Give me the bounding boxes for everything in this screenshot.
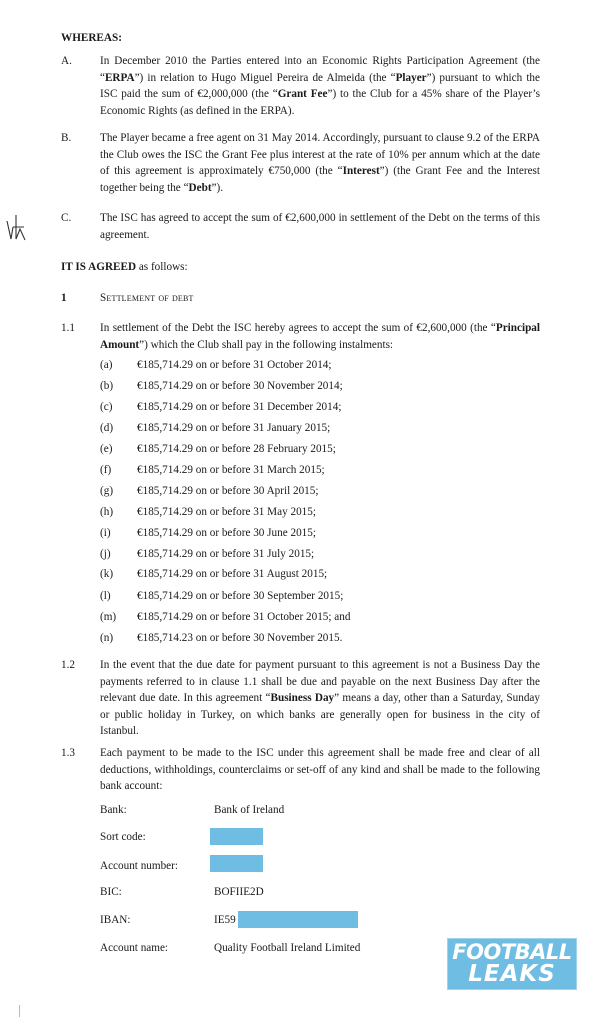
iban-redaction: [238, 911, 358, 928]
bic-value: BOFIIE2D: [214, 886, 264, 898]
clause-1-1-text: In settlement of the Debt the ISC hereby agrees to accept the sum of €2,600,000 (the “Principal Amount”) which the Club shall pay in the following instalments:: [100, 322, 540, 351]
recital-b-label: B.: [61, 132, 72, 144]
clause-1-2-number: 1.2: [61, 659, 75, 671]
sort-code-label: Sort code:: [100, 831, 146, 843]
bank-label: Bank:: [100, 804, 127, 816]
clause-1-1-number: 1.1: [61, 322, 75, 334]
scan-artifact: [19, 1005, 20, 1017]
clause-1-3-text: Each payment to be made to the ISC under this agreement shall be made free and clear of all deductions, withholdings, counterclaims or set-off of any kind and shall be made to the following bank account:: [100, 747, 540, 792]
bank-value: Bank of Ireland: [214, 804, 285, 816]
iban-value: IE59: [214, 914, 236, 926]
account-name-value: Quality Football Ireland Limited: [214, 942, 361, 954]
handwritten-initials: [4, 205, 32, 245]
recital-c-label: C.: [61, 212, 72, 224]
recital-a-label: A.: [61, 55, 72, 67]
account-name-label: Account name:: [100, 942, 169, 954]
clause-1-3-number: 1.3: [61, 747, 75, 759]
account-number-label: Account number:: [100, 860, 178, 872]
recital-c-text: The ISC has agreed to accept the sum of €2,600,000 in settlement of the Debt on the terms of this agreement.: [100, 212, 540, 241]
section-number: 1: [61, 292, 67, 304]
section-title: Settlement of debt: [100, 292, 194, 304]
signature-icon: [4, 205, 32, 245]
sort-code-redaction: [210, 828, 263, 845]
agreed-heading: IT IS AGREED as follows:: [61, 261, 188, 273]
bic-label: BIC:: [100, 886, 122, 898]
recital-a-text: In December 2010 the Parties entered into an Economic Rights Participation Agreement (the “ERPA”) in relation to Hugo Miguel Pereira de Almeida (the “Player”) pursuant to which the ISC paid the sum of €2,000,000 (the “Grant Fee”) to the Club for a 45% share of the Player’s Economic Rights (as defined in the ERPA).: [100, 55, 541, 117]
recital-b-text: The Player became a free agent on 31 May 2014. Accordingly, pursuant to clause 9.2 of the ERPA the Club owes the ISC the Grant Fee plus interest at the rate of 10% per annum which at the date of this agreement is approximately €750,000 (the “Interest”) (the Grant Fee and the Interest together being the “Debt”).: [100, 132, 540, 194]
iban-label: IBAN:: [100, 914, 131, 926]
account-number-redaction: [210, 855, 263, 872]
whereas-heading: WHEREAS:: [61, 32, 122, 44]
football-leaks-logo: FOOTBALL LEAKS: [447, 938, 577, 990]
clause-1-2-text: In the event that the due date for payment pursuant to this agreement is not a Business Day the payments referred to in clause 1.1 shall be due and payable on the next Business Day after the relevant due date. In this agreement “Business Day” means a day, other than a Saturday, Sunday or public holiday in Turkey, on which banks are generally open for business in the city of Istanbul.: [100, 659, 540, 737]
